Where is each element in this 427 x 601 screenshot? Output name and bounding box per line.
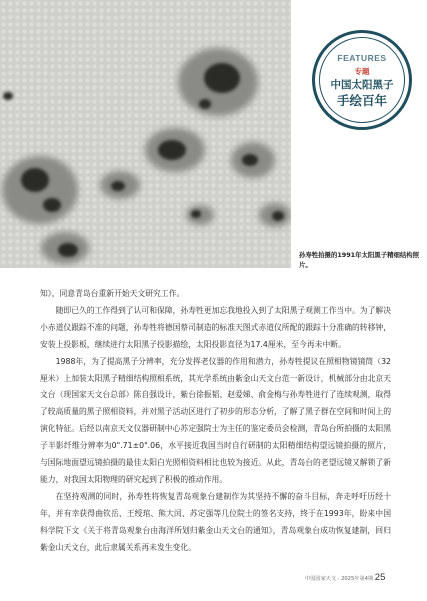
- sunspot-photo: [0, 0, 291, 268]
- sunspot-image: [0, 0, 291, 268]
- paragraph: 1988年，为了提高黑子分辨率，充分发挥老仪器的作用和潜力，孙寿牲提议在照相物镜镜筒（32厘米）上加装太阳黑子精细结构照相系统，其光学系统由紫金山天文台范一新设计，机械部分由北京天文台（现国家天文台总部）陈自强设计，紫台徐振韬、赵爱娣、俞金梅与孙寿牲进行了连续观测，取得了较高质量的黑子照相资料，并对黑子活动区进行了初步的形态分析，了解了黑子群在空间和时间上的演化特征。后经以南京天文仪器研制中心苏定强院士为主任的鉴定委员会检测，青岛台所拍摄的太阳黑子半影纤维分辨率为0".71±0".06，水平接近我国当时自行研制的太阳精细结构望远镜拍摄的照片，与国际地面望远镜拍摄的最佳太阳白光照相资料相比也较为接近。从此，青岛台的老望远镜又解锁了新能力，对我国太阳物理的研究起到了积极的推动作用。: [40, 356, 391, 484]
- badge-title-line2: 手绘百年: [336, 93, 387, 108]
- page-footer: [305, 572, 423, 583]
- paragraph: 在坚持观测的同时，孙寿牲将恢复青岛观象台建制作为其坚持不懈的奋斗目标，奔走呼吁历经十年，并有幸获得曲钦岳、王绶琯、熊大闰、苏定强等几位院士的签名支持，终于在1993年，盼来中国科学院下文《关于将青岛观象台由海洋所划归紫金山天文台的通知》，青岛观象台成功恢复建制，回归紫金山天文台，此后隶属关系再未发生变化。: [40, 491, 391, 552]
- article-body: [40, 286, 391, 557]
- badge-title-line1: 中国太阳黑子: [330, 79, 394, 91]
- badge-features-label: FEATURES: [337, 53, 387, 63]
- journal-name: 中国国家天文 · 2025年第4期: [305, 576, 374, 582]
- paragraph: 随即已久的工作得到了认可和保障，孙寿牲更加忘我地投入到了太阳黑子观测工作当中。为了解决小赤道仪跟踪不准的问题，孙寿牲将德国蔡司制造的标准天图式赤道仪所配的跟踪十分准确的转移钟，安装上投影板，继续进行太阳黑子投影描绘，太阳投影直径为17.4厘米，至今再未中断。: [40, 305, 391, 349]
- paragraph: 知》，同意青岛台重新开始天文研究工作。: [40, 289, 185, 298]
- page-number: 25: [374, 572, 386, 583]
- photo-caption: 孙寿牲拍摄的1991年太阳黑子精细结构照片。: [299, 251, 420, 269]
- badge-column-label: 专题: [354, 67, 370, 76]
- features-badge: [312, 30, 412, 130]
